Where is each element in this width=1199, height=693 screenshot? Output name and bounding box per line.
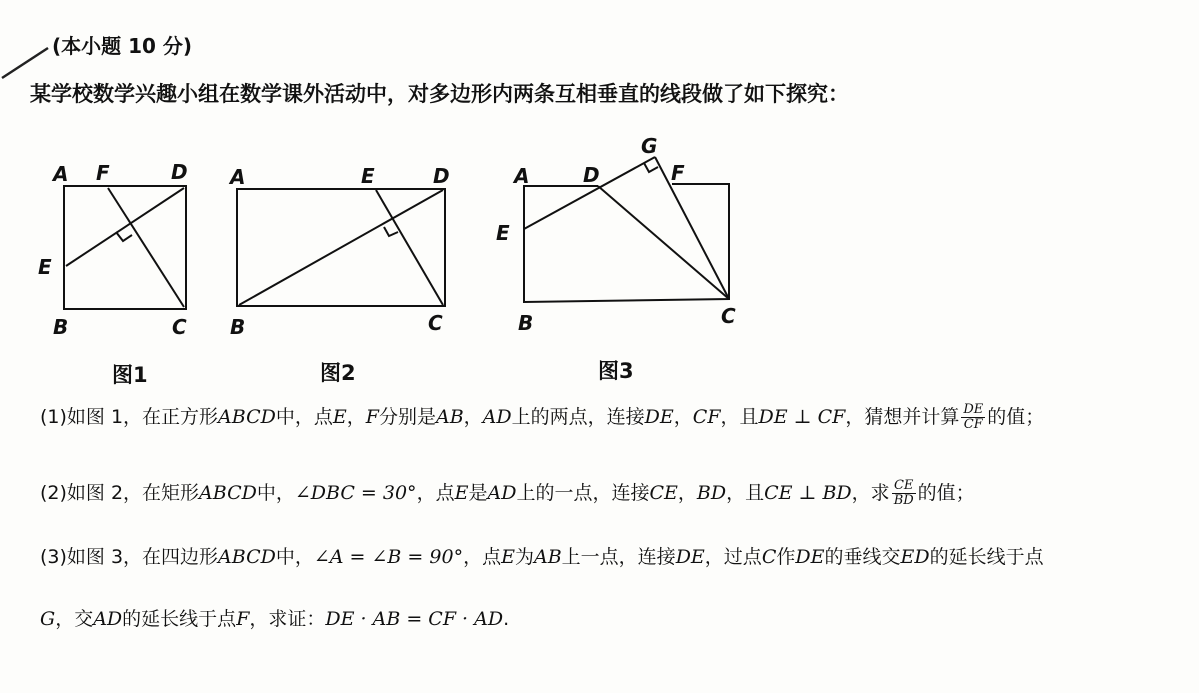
fig1-label-B: B xyxy=(53,315,69,339)
q3-math: E xyxy=(501,546,515,568)
q1-text: ， xyxy=(346,406,366,428)
q3-text: 的垂线交 xyxy=(824,546,901,568)
q2-math: CE xyxy=(649,482,678,504)
fig3-segment-DC xyxy=(598,186,729,299)
fig1-segment-DE xyxy=(66,188,184,266)
q2-math: BD xyxy=(696,482,727,504)
q1-math: E xyxy=(332,406,347,428)
fig3-label-E: E xyxy=(496,221,510,245)
q3-text: 作 xyxy=(776,546,796,568)
fig1-label-D: D xyxy=(171,160,188,184)
q1-text: ，且 xyxy=(720,406,759,428)
q1-text: ， xyxy=(673,406,693,428)
figure-2 xyxy=(237,189,445,306)
q2-text: ，且 xyxy=(726,482,765,504)
q3-math: ED xyxy=(900,546,930,568)
q3-text: (3)如图 3，在四边形 xyxy=(40,546,219,568)
q3-text: 的延长线于点 xyxy=(929,546,1044,568)
q3-text: 上一点，连接 xyxy=(561,546,676,568)
question-2 xyxy=(40,478,975,508)
q3-math: C xyxy=(761,546,777,568)
fig2-segment-CE xyxy=(376,190,443,305)
fig1-label-C: C xyxy=(172,315,187,339)
q1-math: DE xyxy=(644,406,674,428)
fig2-segment-BD xyxy=(239,190,443,305)
q2-text: 中， xyxy=(256,482,295,504)
q1-math: AD xyxy=(482,406,512,428)
question-1 xyxy=(40,402,1044,432)
fig2-label-C: C xyxy=(428,311,443,335)
q1-text: 的值； xyxy=(987,406,1045,428)
q1-text: ， xyxy=(463,406,483,428)
fig2-caption: 图2 xyxy=(320,361,356,385)
q2-math: ABCD xyxy=(199,482,257,504)
q1-text: 上的两点，连接 xyxy=(511,406,645,428)
q1-math: ABCD xyxy=(218,406,276,428)
fig1-square xyxy=(64,186,186,309)
q3-math: DE xyxy=(675,546,705,568)
q2-text: ， xyxy=(677,482,697,504)
fig1-caption: 图1 xyxy=(112,363,148,387)
q2-math: ∠DBC = 30° xyxy=(294,482,417,504)
q2-text: 的值； xyxy=(917,482,975,504)
fig3-label-D: D xyxy=(583,163,600,187)
fig3-segment-CG xyxy=(655,157,729,299)
q1-fraction-denominator: CF xyxy=(963,417,983,432)
fig2-label-D: D xyxy=(433,164,450,188)
q2-text: ，求 xyxy=(851,482,890,504)
q3-math: DE · AB = CF · AD xyxy=(325,608,504,630)
fig1-segment-CF xyxy=(108,188,184,307)
q2-math: E xyxy=(454,482,469,504)
q2-fraction xyxy=(892,479,916,508)
q1-math: F xyxy=(365,406,379,428)
fig2-right-angle-mark xyxy=(384,227,398,236)
q1-math: CF xyxy=(692,406,721,428)
q1-text: 分别是 xyxy=(378,406,436,428)
q2-text: 上的一点，连接 xyxy=(516,482,650,504)
fig3-label-B: B xyxy=(518,311,534,335)
q3-text: 中， xyxy=(275,546,314,568)
question-3-line-1 xyxy=(40,542,1044,569)
question-3-line-2 xyxy=(40,604,509,631)
q3-text: ，求证： xyxy=(249,608,326,630)
intro-text: 某学校数学兴趣小组在数学课外活动中，对多边形内两条互相垂直的线段做了如下探究： xyxy=(30,82,849,106)
q2-text: (2)如图 2，在矩形 xyxy=(40,482,200,504)
fig1-label-F: F xyxy=(96,161,110,185)
q3-text: 为 xyxy=(514,546,534,568)
fig2-label-E: E xyxy=(361,164,375,188)
fig1-label-E: E xyxy=(38,255,52,279)
fig3-label-A: A xyxy=(514,164,530,188)
q3-text: ，点 xyxy=(463,546,502,568)
q3-math: AB xyxy=(533,546,562,568)
figure-3 xyxy=(524,157,729,302)
q2-math: CE ⊥ BD xyxy=(764,482,852,504)
q1-text: (1)如图 1，在正方形 xyxy=(40,406,219,428)
question-title: (本小题 10 分) xyxy=(52,34,193,58)
fig3-right-angle-mark xyxy=(644,163,658,172)
q3-text: . xyxy=(503,608,510,630)
q3-math: ABCD xyxy=(218,546,276,568)
q3-text: 的延长线于点 xyxy=(122,608,237,630)
q3-text: ，交 xyxy=(55,608,94,630)
q1-text: ，猜想并计算 xyxy=(845,406,960,428)
fig3-outline xyxy=(524,184,729,302)
q1-fraction xyxy=(961,403,985,432)
q3-math: F xyxy=(236,608,250,630)
fig3-label-C: C xyxy=(721,304,736,328)
fig2-label-A: A xyxy=(230,165,246,189)
fig3-label-F: F xyxy=(671,161,685,185)
q3-math: ∠A = ∠B = 90° xyxy=(313,546,464,568)
fig2-label-B: B xyxy=(230,315,246,339)
q3-math: G xyxy=(40,608,56,630)
q2-text: 是 xyxy=(468,482,488,504)
q2-text: ，点 xyxy=(416,482,455,504)
fig1-right-angle-mark xyxy=(116,232,132,241)
margin-scribble xyxy=(2,48,48,78)
q1-text: 中，点 xyxy=(275,406,333,428)
q2-fraction-numerator: CE xyxy=(892,479,916,494)
fig1-label-A: A xyxy=(53,162,69,186)
q1-math: DE ⊥ CF xyxy=(758,406,846,428)
fig3-caption: 图3 xyxy=(598,359,634,383)
q3-math: AD xyxy=(93,608,123,630)
fig3-label-G: G xyxy=(641,134,658,158)
q2-math: AD xyxy=(487,482,517,504)
q1-math: AB xyxy=(435,406,464,428)
q1-fraction-numerator: DE xyxy=(963,402,984,417)
q2-fraction-denominator: BD xyxy=(893,493,914,508)
q3-math: DE xyxy=(795,546,825,568)
figure-1 xyxy=(64,186,186,309)
q3-text: ，过点 xyxy=(704,546,762,568)
